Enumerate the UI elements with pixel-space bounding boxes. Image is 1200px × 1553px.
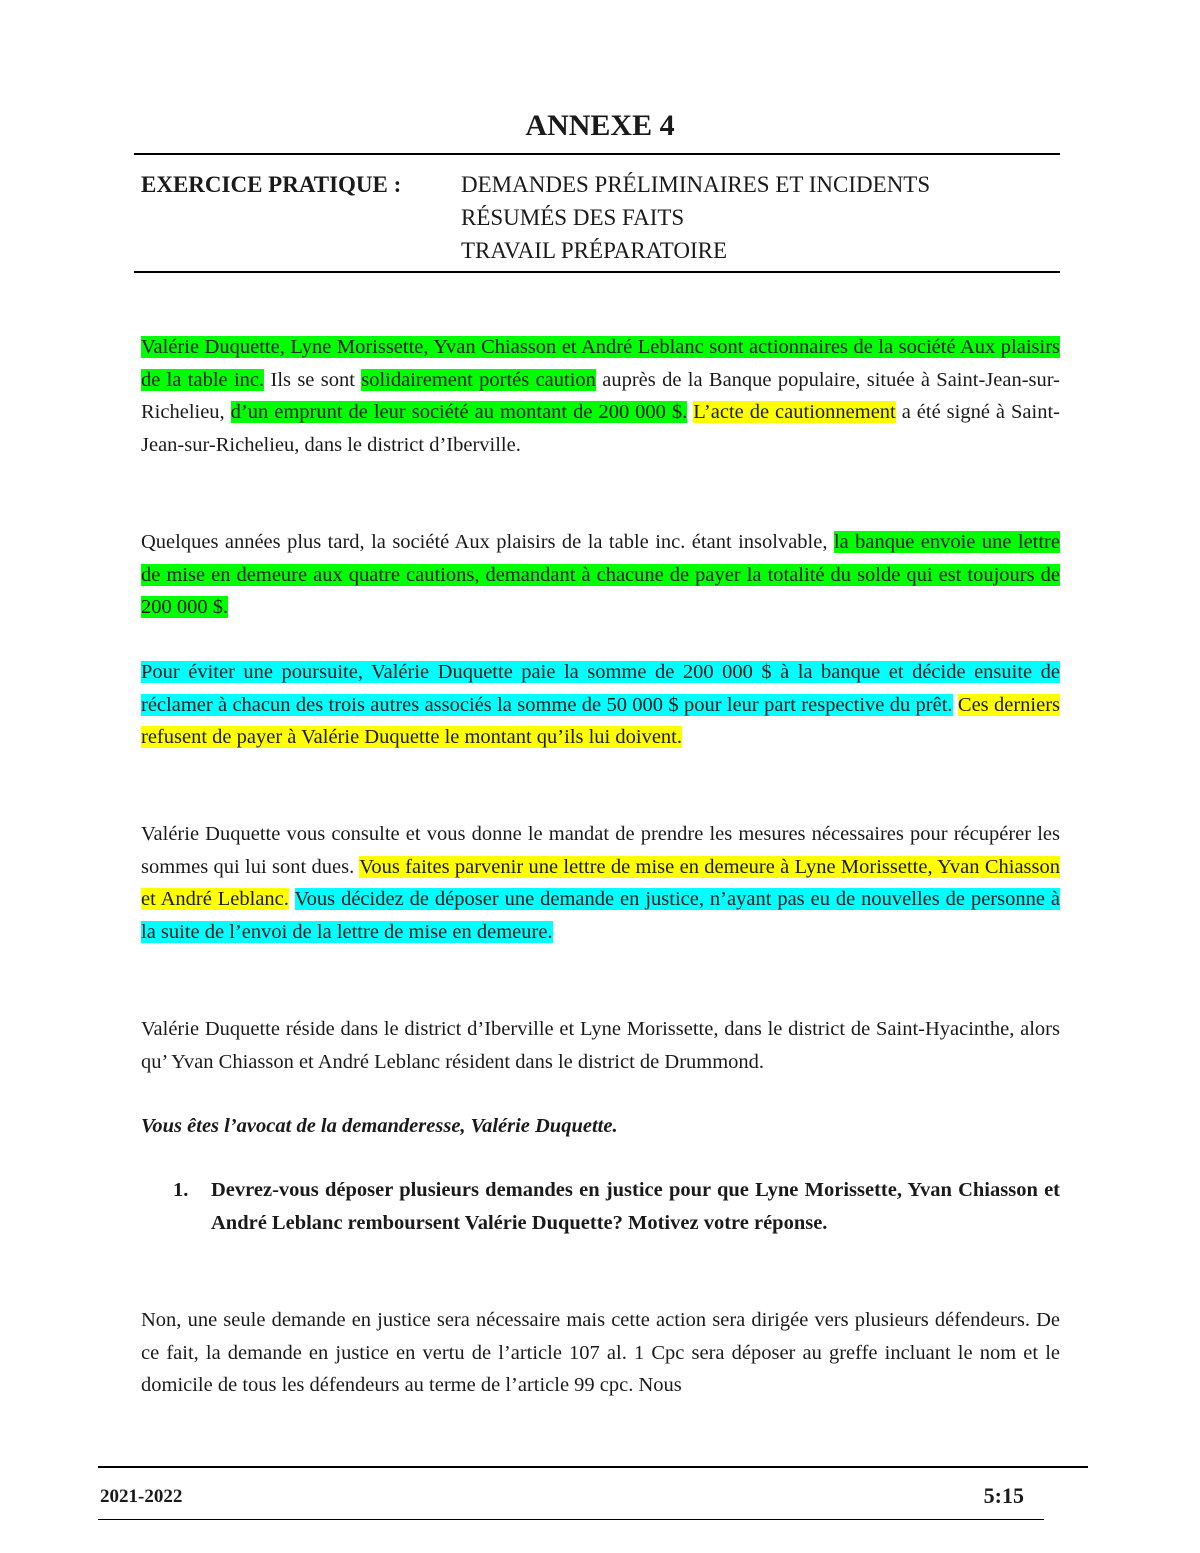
text-segment: auprès de la Banque populaire, située à Saint-Jean-sur-Richelieu, <box>141 368 1060 424</box>
text-segment: Ils se sont <box>264 368 362 391</box>
exercise-line: TRAVAIL PRÉPARATOIRE <box>461 238 728 263</box>
highlighted-text-yellow: Ces derniers refusent de payer à Valérie Duquette le montant qu’ils lui doivent. <box>141 693 1061 749</box>
facts-paragraph-2 <box>141 526 1060 624</box>
highlighted-text-green: d’un emprunt de leur société au montant de 200 000 $. <box>230 401 688 424</box>
highlighted-text-green: Valérie Duquette, Lyne Morissette, Yvan Chiasson et André Leblanc sont actionnaires de la société Aux plaisirs de la table inc. <box>141 336 1060 391</box>
exercise-line: DEMANDES PRÉLIMINAIRES ET INCIDENTS <box>461 172 931 197</box>
footer-year: 2021-2022 <box>100 1486 183 1507</box>
highlighted-text-cyan: Vous décidez de déposer une demande en justice, n’ayant pas eu de nouvelles de personne à la suite de l’envoi de la lettre de mise en demeure. <box>141 888 1060 943</box>
footer-page-number: 5:15 <box>983 1483 1024 1508</box>
facts-paragraph-1 <box>141 331 1060 461</box>
footer-top-rule <box>98 1466 1088 1468</box>
highlighted-text-green: la banque envoie une lettre de mise en demeure aux quatre cautions, demandant à chacune de payer la totalité du solde qui est toujours de 200 000 $. <box>141 531 1060 619</box>
highlighted-text-green: solidairement portés caution <box>361 368 596 391</box>
facts-paragraph-4 <box>141 818 1060 948</box>
highlighted-text-yellow: L’acte de cautionnement <box>693 401 896 424</box>
text-segment: Valérie Duquette réside dans le district d’Iberville et Lyne Morissette, dans le district de Saint-Hyacinthe, alors qu’ Yvan Chiasson et André Leblanc résident dans le district de Drummond. <box>141 1018 1060 1073</box>
role-statement: Vous êtes l’avocat de la demanderesse, Valérie Duquette. <box>141 1115 618 1137</box>
highlighted-text-cyan: Pour éviter une poursuite, Valérie Duquette paie la somme de 200 000 $ à la banque et décide ensuite de réclamer à chacun des trois autres associés la somme de 50 000 $ pour leur part respective du prêt. <box>141 661 1060 716</box>
text-segment: a été signé à Saint-Jean-sur-Richelieu, dans le district d’Iberville. <box>141 401 1060 456</box>
question-number: 1. <box>173 1179 189 1201</box>
text-segment: Quelques années plus tard, la société Aux plaisirs de la table inc. étant insolvable, <box>141 531 834 553</box>
text-segment <box>289 888 295 910</box>
header-top-rule <box>134 153 1060 155</box>
answer-paragraph: Non, une seule demande en justice sera nécessaire mais cette action sera dirigée vers plusieurs défendeurs. De ce fait, la demande en justice en vertu de l’article 107 al. 1 Cpc sera déposer au greffe incluant le nom et le domicile de tous les défendeurs au terme de l’article 99 cpc. Nous <box>141 1309 1060 1397</box>
text-segment: Valérie Duquette vous consulte et vous donne le mandat de prendre les mesures nécessaires pour récupérer les sommes qui lui sont dues. <box>141 823 1060 878</box>
page-title: ANNEXE 4 <box>525 109 675 142</box>
exercise-label: EXERCICE PRATIQUE : <box>141 172 402 197</box>
facts-paragraph-3 <box>141 656 1060 754</box>
exercise-line: RÉSUMÉS DES FAITS <box>461 205 685 230</box>
facts-paragraph-5 <box>141 1013 1060 1078</box>
header-bottom-rule <box>134 271 1060 273</box>
question-text: Devrez-vous déposer plusieurs demandes en justice pour que Lyne Morissette, Yvan Chiasson et André Leblanc remboursent Valérie Duquette? Motivez votre réponse. <box>211 1179 1060 1234</box>
highlighted-text-yellow: Vous faites parvenir une lettre de mise en demeure à Lyne Morissette, Yvan Chiasson et André Leblanc. <box>141 855 1060 911</box>
footer-bottom-rule <box>98 1519 1044 1520</box>
exercise-title-lines <box>461 168 930 267</box>
